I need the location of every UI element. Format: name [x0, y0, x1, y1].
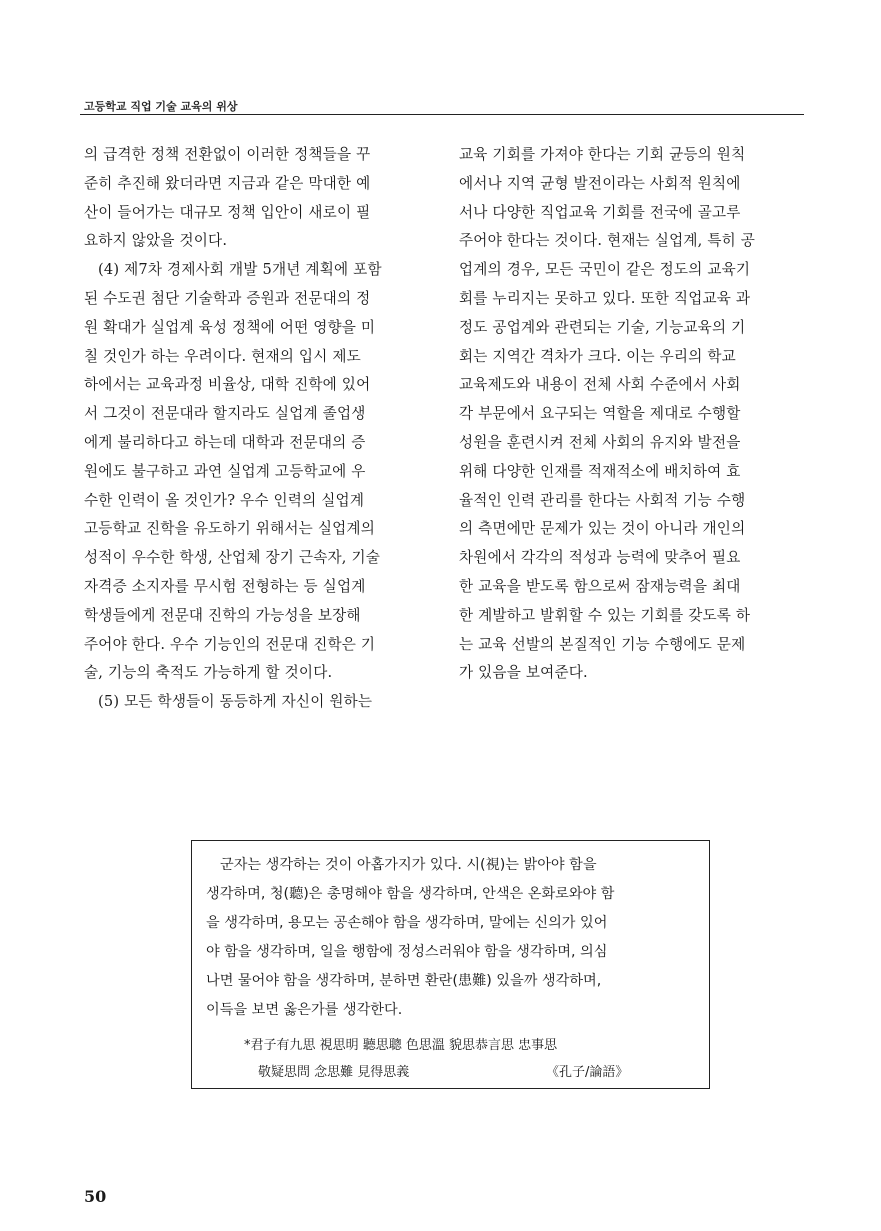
text-line: 정도 공업계와 관련되는 기술, 기능교육의 기 [459, 318, 746, 336]
quote-line: 군자는 생각하는 것이 아홉가지가 있다. 시(視)는 밝아야 함을 [220, 857, 597, 873]
header-rule [80, 114, 804, 115]
quote-attribution: 《孔子/論語》 [546, 1065, 629, 1080]
text-line: (5) 모든 학생들이 동등하게 자신이 원하는 [98, 693, 373, 711]
text-line: 고등학교 진학을 유도하기 위해서는 실업계의 [84, 520, 376, 538]
text-line: 주어야 한다. 우수 기능인의 전문대 진학은 기 [84, 635, 376, 653]
text-line: 한 계발하고 발휘할 수 있는 기회를 갖도록 하 [459, 606, 751, 624]
text-line: 술, 기능의 축적도 가능하게 할 것이다. [84, 664, 333, 682]
quote-line: 나면 물어야 함을 생각하며, 분하면 환란(患難) 있을까 생각하며, [206, 972, 602, 989]
body-text-left [84, 141, 424, 717]
text-line: 서 그것이 전문대라 할지라도 실업계 졸업생 [84, 405, 366, 423]
text-line: 하에서는 교육과정 비율상, 대학 진학에 있어 [84, 376, 371, 394]
text-line: 산이 들어가는 대규모 정책 입안이 새로이 필 [84, 203, 371, 221]
text-line: 원 확대가 실업계 육성 정책에 어떤 영향을 미 [84, 318, 376, 336]
quote-line: 을 생각하며, 용모는 공손해야 함을 생각하며, 말에는 신의가 있어 [206, 914, 608, 931]
quote-line: 이득을 보면 옳은가를 생각한다. [206, 1001, 403, 1018]
text-line: 율적인 인력 관리를 한다는 사회적 기능 수행 [459, 491, 746, 509]
text-line: 는 교육 선발의 본질적인 기능 수행에도 문제 [459, 635, 746, 653]
quote-source-hanja-cont: 敬疑思問 念思難 見得思義 [258, 1065, 410, 1080]
text-line: 차원에서 각각의 적성과 능력에 맞추어 필요 [459, 549, 741, 567]
text-line: 성원을 훈련시켜 전체 사회의 유지와 발전을 [459, 433, 741, 451]
text-line: 위해 다양한 인재를 적재적소에 배치하여 효 [459, 462, 741, 480]
page-number: 50 [84, 1187, 107, 1206]
text-line: 된 수도권 첨단 기술학과 증원과 전문대의 정 [84, 289, 371, 307]
quote-box [191, 840, 710, 1089]
quote-line: 야 함을 생각하며, 일을 행함에 정성스러워야 함을 생각하며, 의심 [206, 943, 608, 960]
text-line: 원에도 불구하고 과연 실업계 고등학교에 우 [84, 462, 366, 480]
text-line: 각 부문에서 요구되는 역할을 제대로 수행할 [459, 405, 741, 423]
text-line: 서나 다양한 직업교육 기회를 전국에 골고루 [459, 203, 741, 221]
text-line: 요하지 않았을 것이다. [84, 232, 228, 250]
text-line: 칠 것인가 하는 우려이다. 현재의 입시 제도 [84, 347, 361, 365]
text-line: 학생들에게 전문대 진학의 가능성을 보장해 [84, 606, 361, 624]
quote-source-hanja: *君子有九思 視思明 聽思聰 色思溫 貌思恭言思 忠事思 [244, 1038, 558, 1053]
right-column [459, 141, 804, 688]
quote-line: 생각하며, 청(聽)은 총명해야 함을 생각하며, 안색은 온화로와야 함 [206, 885, 615, 902]
text-line: 회는 지역간 격차가 크다. 이는 우리의 학교 [459, 347, 736, 365]
text-line: 업계의 경우, 모든 국민이 같은 정도의 교육기 [459, 261, 751, 279]
text-line: 가 있음을 보여준다. [459, 664, 588, 682]
text-line: 교육제도와 내용이 전체 사회 수준에서 사회 [459, 376, 741, 394]
text-line: 의 급격한 정책 전환없이 이러한 정책들을 꾸 [84, 146, 371, 163]
text-line: 수한 인력이 올 것인가? 우수 인력의 실업계 [84, 491, 365, 509]
quote-text [206, 851, 702, 1024]
text-line: 회를 누리지는 못하고 있다. 또한 직업교육 과 [459, 289, 751, 307]
running-head: 고등학교 직업 기술 교육의 위상 [84, 100, 238, 113]
text-line: 에서나 지역 균형 발전이라는 사회적 원칙에 [459, 174, 741, 192]
text-line: 한 교육을 받도록 함으로써 잠재능력을 최대 [459, 577, 741, 595]
text-line: (4) 제7차 경제사회 개발 5개년 계획에 포함 [98, 261, 382, 279]
text-line: 준히 추진해 왔더라면 지금과 같은 막대한 예 [84, 174, 371, 192]
text-line: 에게 불리하다고 하는데 대학과 전문대의 증 [84, 433, 366, 451]
text-line: 자격증 소지자를 무시험 전형하는 등 실업계 [84, 577, 366, 595]
body-text-right [459, 141, 804, 688]
text-line: 교육 기회를 가져야 한다는 기회 균등의 원칙 [459, 146, 746, 163]
text-line: 성적이 우수한 학생, 산업체 장기 근속자, 기술 [84, 549, 381, 567]
left-column [84, 141, 424, 717]
text-line: 주어야 한다는 것이다. 현재는 실업계, 특히 공 [459, 232, 756, 250]
text-line: 의 측면에만 문제가 있는 것이 아니라 개인의 [459, 520, 746, 538]
